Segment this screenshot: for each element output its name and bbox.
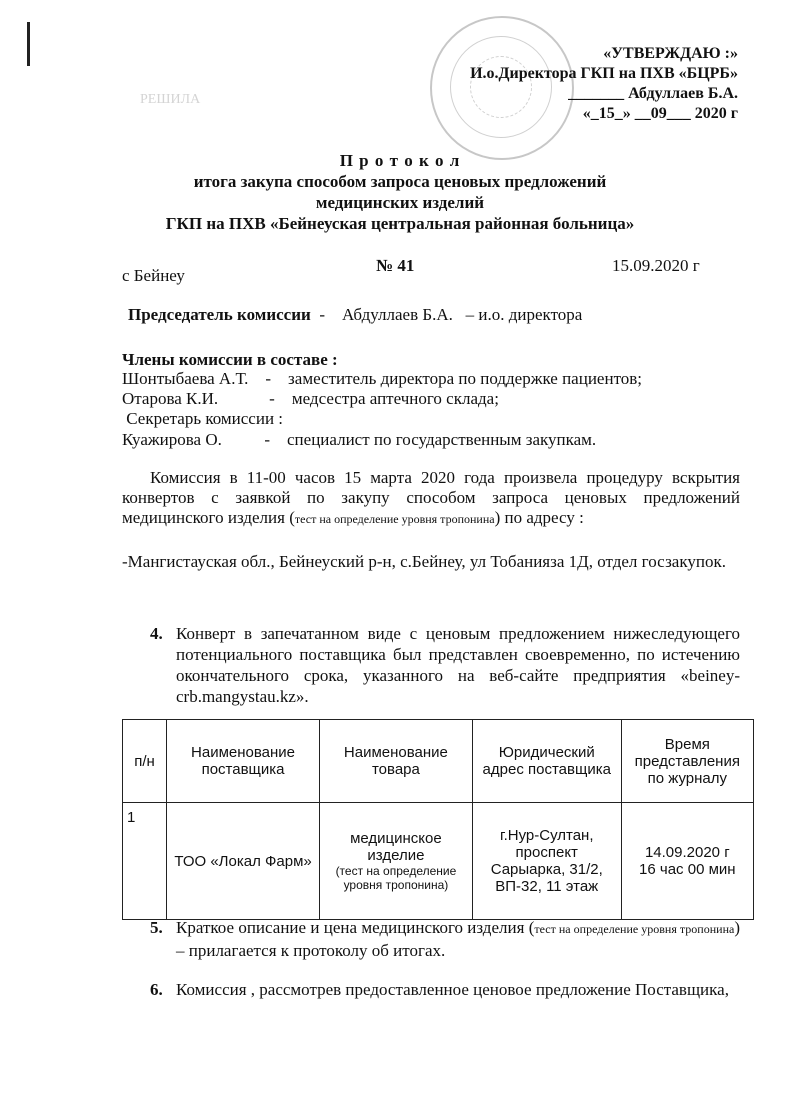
header-supplier: Наименование поставщика [167, 720, 320, 803]
item-4-number: 4. [150, 624, 163, 643]
opening-paragraph-end: ) по адресу : [494, 508, 584, 527]
approval-line-2: И.о.Директора ГКП на ПХВ «БЦРБ» [470, 65, 738, 82]
header-address: Юридический адрес поставщика [472, 720, 621, 803]
address-paragraph: -Мангистауская обл., Бейнеуский р-н, с.Бейнеу, ул Тобанияза 1Д, отдел госзакупок. [122, 552, 726, 571]
item-6-text: Комиссия , рассмотрев предоставленное ценовое предложение Поставщика, [176, 980, 729, 999]
title-line-3: медицинских изделий [315, 193, 485, 212]
header-time: Время представления по журналу [621, 720, 753, 803]
item-6-number: 6. [150, 980, 163, 999]
member-1: Шонтыбаева А.Т. - заместитель директора по поддержке пациентов; [122, 369, 643, 388]
opening-paragraph-small: тест на определение уровня тропонина [294, 512, 495, 526]
meta-number: № 41 [376, 256, 415, 275]
table-row [123, 803, 754, 920]
cell-supplier: ТОО «Локал Фарм» [167, 803, 320, 920]
cell-product-main: медицинское изделие [350, 830, 442, 864]
secretary-line: Куажирова О. - специалист по государственным закупкам. [122, 430, 597, 449]
title-line-4: ГКП на ПХВ «Бейнеуская центральная районная больница» [165, 214, 635, 233]
item-5-text-b: ) – прилагается к протоколу об итогах. [176, 918, 740, 960]
title-line-2: итога закупа способом запроса ценовых предложений [193, 172, 607, 191]
document-title [120, 150, 680, 234]
cell-address: г.Нур-Султан, проспект Сарыарка, 31/2, ВП-32, 11 этаж [472, 803, 621, 920]
item-5-text-a: Краткое описание и цена медицинского изделия ( [176, 918, 535, 937]
header-num: п/н [123, 720, 167, 803]
meta-place: с Бейнеу [122, 266, 185, 285]
header-product: Наименование товара [319, 720, 472, 803]
approval-line-3: _______ Абдуллаев Б.А. [568, 85, 738, 102]
item-5-text [176, 917, 740, 961]
secretary-heading: Секретарь комиссии : [122, 409, 284, 428]
cell-time-hour: 16 час 00 мин [639, 861, 736, 878]
cell-time-date: 14.09.2020 г [644, 844, 730, 861]
cell-time [621, 803, 753, 920]
bleed-through-text: РЕШИЛА [140, 92, 201, 107]
approval-line-4: «_15_» __09___ 2020 г [582, 105, 738, 122]
cell-product [319, 803, 472, 920]
table-header-row [123, 720, 754, 803]
cell-num: 1 [123, 803, 167, 920]
scan-mark [27, 22, 30, 66]
supplier-table [122, 719, 754, 920]
item-5-text-small: тест на определение уровня тропонина [534, 922, 735, 936]
item-5-number: 5. [150, 918, 163, 937]
meta-date: 15.09.2020 г [612, 256, 700, 275]
approval-line-1: «УТВЕРЖДАЮ :» [603, 45, 738, 62]
title-protocol: П р о т о к о л [339, 151, 461, 170]
chair-line [128, 305, 582, 325]
opening-paragraph-main: Комиссия в 11-00 часов 15 марта 2020 года произвела процедуру вскрытия конвертов с заявкой по закупу способом запроса ценовых предложений медицинского изделия ( [122, 468, 740, 527]
opening-paragraph [122, 468, 740, 529]
member-2: Отарова К.И. - медсестра аптечного склада; [122, 389, 499, 408]
chair-text: - Абдуллаев Б.А. – и.о. директора [310, 305, 583, 324]
cell-product-small: (тест на определение уровня тропонина) [335, 864, 457, 892]
members-heading: Члены комиссии в составе : [122, 350, 338, 369]
item-4-text: Конверт в запечатанном виде с ценовым предложением нижеследующего потенциального поставщика был представлен своевременно, по истечению окончательного срока, указанного на веб-сайте предприятия «beiney-crb.mangystau.kz». [176, 624, 740, 706]
approval-block [470, 44, 738, 124]
chair-label: Председатель комиссии [128, 305, 311, 324]
